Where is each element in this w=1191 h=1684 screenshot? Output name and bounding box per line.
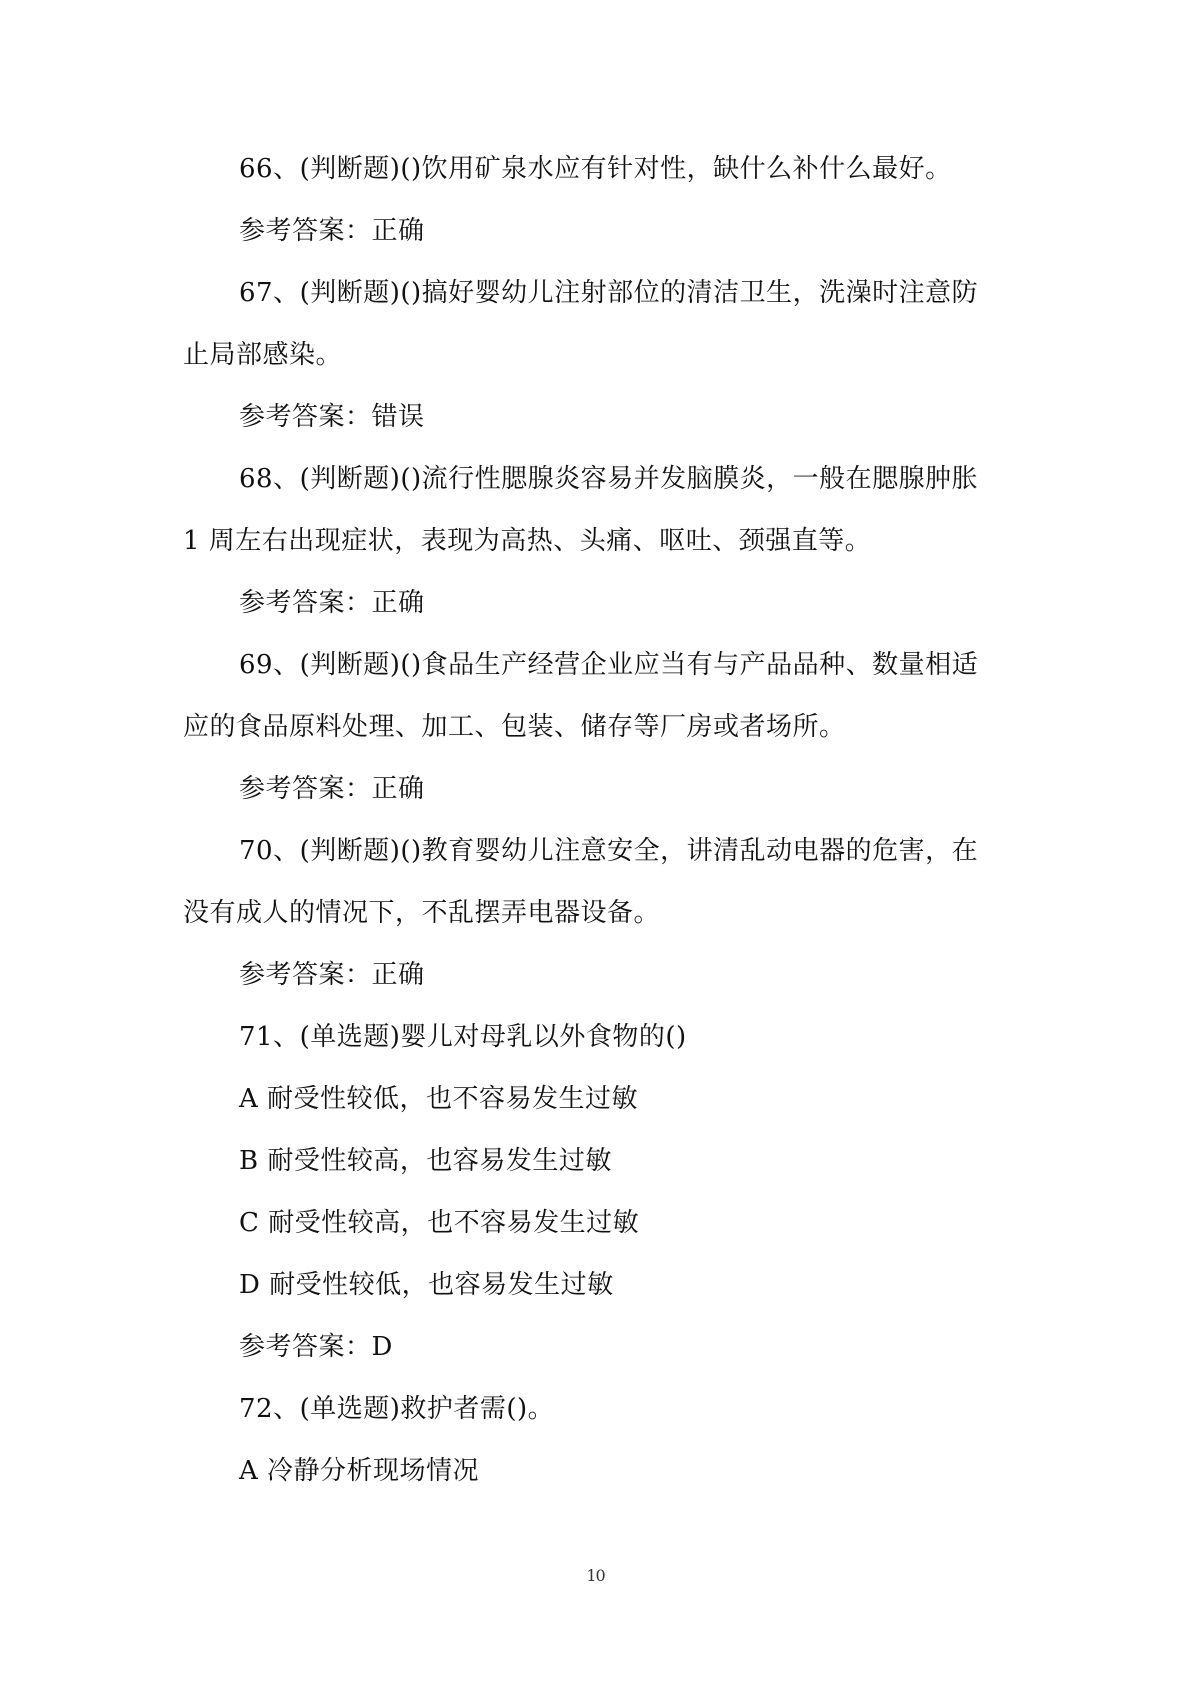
question-69: 69、(判断题)()食品生产经营企业应当有与产品品种、数量相适 [239, 650, 979, 680]
option-71-c: C 耐受性较高，也不容易发生过敏 [239, 1208, 640, 1238]
question-67: 67、(判断题)()搞好婴幼儿注射部位的清洁卫生，洗澡时注意防 [239, 278, 979, 308]
question-68: 68、(判断题)()流行性腮腺炎容易并发脑膜炎，一般在腮腺肿胀 [239, 464, 979, 494]
question-68-continued: 1 周左右出现症状，表现为高热、头痛、呕吐、颈强直等。 [183, 526, 872, 556]
option-71-b: B 耐受性较高，也容易发生过敏 [239, 1146, 612, 1176]
answer-70: 参考答案：正确 [239, 960, 425, 990]
answer-67: 参考答案：错误 [239, 402, 425, 432]
answer-68: 参考答案：正确 [239, 588, 425, 618]
question-72: 72、(单选题)救护者需()。 [239, 1394, 555, 1424]
question-71: 71、(单选题)婴儿对母乳以外食物的() [239, 1022, 687, 1052]
question-66: 66、(判断题)()饮用矿泉水应有针对性，缺什么补什么最好。 [239, 154, 952, 184]
option-72-a: A 冷静分析现场情况 [239, 1456, 480, 1486]
question-67-continued: 止局部感染。 [183, 340, 343, 370]
answer-71: 参考答案：D [239, 1332, 393, 1362]
answer-69: 参考答案：正确 [239, 774, 425, 804]
question-70-continued: 没有成人的情况下，不乱摆弄电器设备。 [183, 898, 661, 928]
question-70: 70、(判断题)()教育婴幼儿注意安全，讲清乱动电器的危害，在 [239, 836, 979, 866]
option-71-d: D 耐受性较低，也容易发生过敏 [239, 1270, 614, 1300]
answer-66: 参考答案：正确 [239, 216, 425, 246]
page-number: 10 [586, 1566, 605, 1585]
page-content [183, 138, 1013, 1502]
question-69-continued: 应的食品原料处理、加工、包装、储存等厂房或者场所。 [183, 712, 846, 742]
option-71-a: A 耐受性较低，也不容易发生过敏 [239, 1084, 639, 1114]
